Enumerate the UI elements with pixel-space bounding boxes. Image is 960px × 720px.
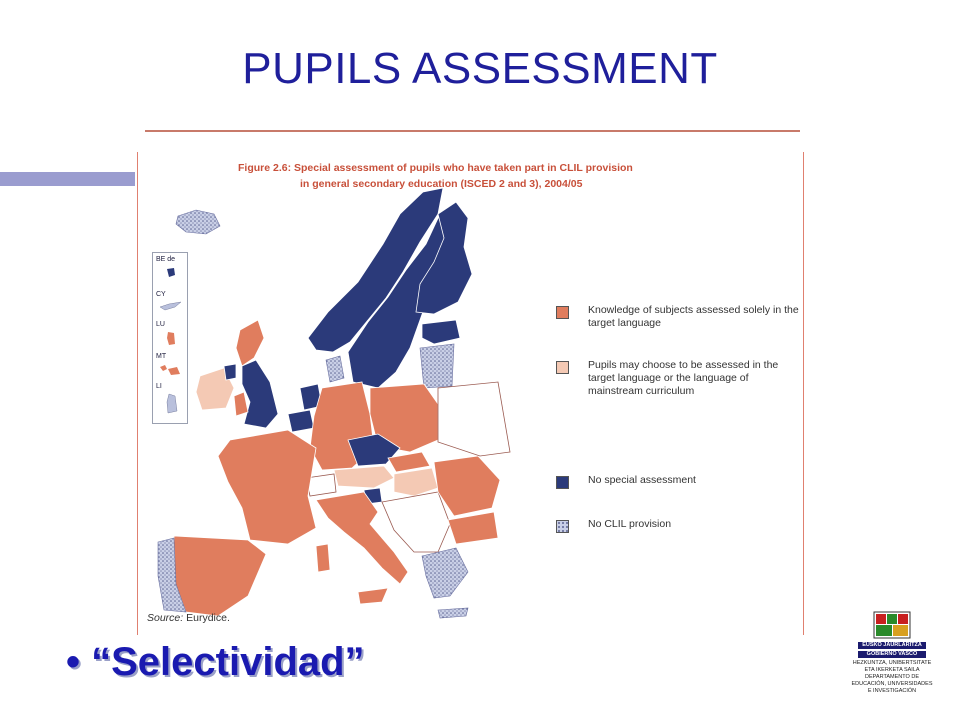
- region-sardinia: [316, 544, 330, 572]
- region-greece: [422, 548, 468, 598]
- region-lithuania: [420, 344, 454, 388]
- legend-text-no-special: No special assessment: [588, 474, 696, 486]
- coat-of-arms-icon: [872, 610, 912, 640]
- figure-caption-line-2: in general secondary education (ISCED 2 and 3), 2004/05: [300, 178, 583, 190]
- legend-text-target-language: Knowledge of subjects assessed solely in the target language: [588, 304, 799, 329]
- legend-text-choose: Pupils may choose to be assessed in the target language or the language of mainstream curriculum: [588, 359, 779, 397]
- basque-government-logo: [850, 610, 934, 694]
- bullet-selectividad: • “Selectividad”: [66, 640, 365, 684]
- region-balkans: [382, 492, 450, 552]
- logo-line-4: DEPARTAMENTO DE EDUCACIÓN, UNIVERSIDADES E INVESTIGACIÓN: [851, 674, 933, 694]
- legend-swatch-choose: [556, 361, 569, 374]
- slide-title: PUPILS ASSESSMENT: [242, 44, 718, 93]
- inset-label-cy: CY: [156, 291, 166, 298]
- region-east: [438, 382, 510, 456]
- region-n-ireland: [224, 364, 236, 380]
- decorative-side-bar: [0, 172, 135, 186]
- region-france: [218, 430, 316, 544]
- region-spain: [174, 536, 266, 616]
- figure-panel: [137, 152, 804, 635]
- logo-line-1: EUSKO JAURLARITZA: [858, 642, 926, 649]
- legend-swatch-no-clil: [556, 520, 569, 533]
- region-iceland: [176, 210, 220, 234]
- inset-label-mt: MT: [156, 353, 167, 360]
- inset-label-be-de: BE de: [156, 256, 176, 263]
- figure-source: [147, 612, 230, 624]
- inset-label-lu: LU: [156, 321, 165, 328]
- legend-swatch-no-special: [556, 476, 569, 489]
- region-scotland: [236, 320, 264, 366]
- logo-line-2: GOBIERNO VASCO: [858, 651, 926, 658]
- legend-text-no-clil: No CLIL provision: [588, 518, 672, 530]
- legend-swatch-target-language: [556, 306, 569, 319]
- region-england: [242, 360, 278, 428]
- region-bulgaria: [448, 512, 498, 544]
- region-crete: [438, 608, 468, 618]
- region-sicily: [358, 588, 388, 604]
- region-austria: [334, 466, 394, 488]
- region-baltic-north: [422, 320, 460, 344]
- region-belgium: [288, 410, 314, 432]
- logo-line-3: HEZKUNTZA, UNIBERTSITATE ETA IKERKETA SAILA: [852, 660, 932, 673]
- region-wales: [234, 392, 248, 416]
- region-hungary: [394, 468, 438, 496]
- region-denmark: [326, 356, 344, 382]
- title-divider: [145, 130, 800, 132]
- inset-label-li: LI: [156, 383, 162, 390]
- figure-caption-line-1: Figure 2.6: Special assessment of pupils who have taken part in CLIL provision: [238, 162, 633, 174]
- source-value: Eurydice.: [186, 612, 230, 624]
- source-label: Source:: [147, 612, 184, 624]
